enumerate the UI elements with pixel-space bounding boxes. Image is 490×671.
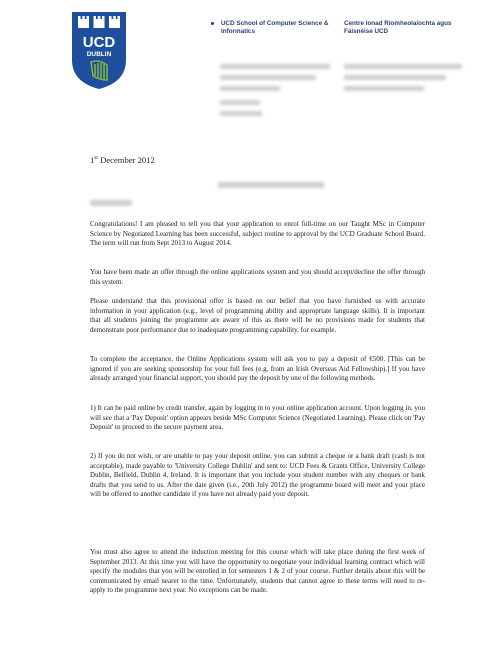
- paragraph-online-offer: You have been made an offer through the online applications system and you should accept/decline the offer through this system.: [90, 268, 425, 286]
- school-name-irish: Centre Ionad Ríomheolaíochta agus Fáisnéise UCD: [344, 20, 452, 35]
- redacted-address-line: [220, 86, 280, 91]
- school-name-english: UCD School of Computer Science & Informatics: [221, 20, 329, 35]
- header-bullet: [211, 22, 214, 25]
- redacted-address-line: [220, 64, 330, 69]
- paragraph-pay-online: 1) It can be paid online by credit transfer, again by logging in to your online application account. Upon logging in, you will see that a 'Pay Deposit' option appears beside MSc Computer Science (Negotiated Learning). Please click on 'Pay Deposit' to proceed to the secure payment area.: [90, 404, 425, 432]
- redacted-salutation: [90, 200, 132, 206]
- paragraph-deposit: To complete the acceptance, the Online Applications system will ask you to pay a deposit of €500. [This can be ignored if you are seeking sponsorship for your full fees (e.g. from an Irish Overseas Aid Fellowship).] If you have already arranged your financial support, you should pay the deposit by one of the following methods.: [90, 355, 425, 383]
- redacted-address-line: [220, 75, 316, 80]
- ucd-crest-logo: [70, 10, 128, 90]
- paragraph-provisional-offer: Please understand that this provisional offer is based on our belief that you have furnished us with accurate information in your application (e.g., level of programming ability and appropriate language skills). It is important that all students joining the programme are aware of this as there will be no provisions made for students that demonstrate poor performance due to inadequate programming capability, for example.: [90, 297, 425, 334]
- paragraph-induction: You must also agree to attend the induction meeting for this course which will take place during the first week of September 2013. At this time you will have the opportunity to negotiate your individual learning contract which will specify the modules that you will be enrolled in for semesters 1 & 2 of your course. Further details about this will be communicated by email nearer to the time. Unfortunately, students that cannot agree to these terms will need to re-apply to the programme next year. No exceptions can be made.: [90, 548, 425, 595]
- redacted-address-line: [344, 86, 424, 91]
- redacted-contact-line: [220, 111, 262, 116]
- paragraph-pay-cheque: 2) If you do not wish, or are unable to pay your deposit online, you can submit a cheque or a bank draft (cash is not acceptable), made payable to 'University College Dublin' and sent to: UCD Fees & Grants Office, University College Dublin, Belfield, Dublin 4, Ireland. It is important that you include your student number with any cheques or bank drafts that you send to us. After the date given (i.e., 20th July 2012) the programme board will meet and your place will be offered to another candidate if you have not already paid your deposit.: [90, 452, 425, 499]
- redacted-address-line: [344, 75, 446, 80]
- redacted-address-line: [344, 64, 462, 69]
- castle-icon: [78, 16, 120, 28]
- logo-text: UCD: [82, 34, 116, 51]
- letter-date: 1st December 2012: [90, 155, 155, 165]
- redacted-subject-line: [218, 182, 324, 188]
- paragraph-congratulations: Congratulations! I am pleased to tell you that your application to enrol full-time on our Taught MSc in Computer Science by Negotiated Learning has been successful, subject routine to approval by the UCD Graduate School Board. The term will run from Sept 2013 to August 2014.: [90, 220, 425, 248]
- redacted-contact-line: [220, 100, 260, 105]
- logo-subtext: DUBLIN: [86, 51, 112, 58]
